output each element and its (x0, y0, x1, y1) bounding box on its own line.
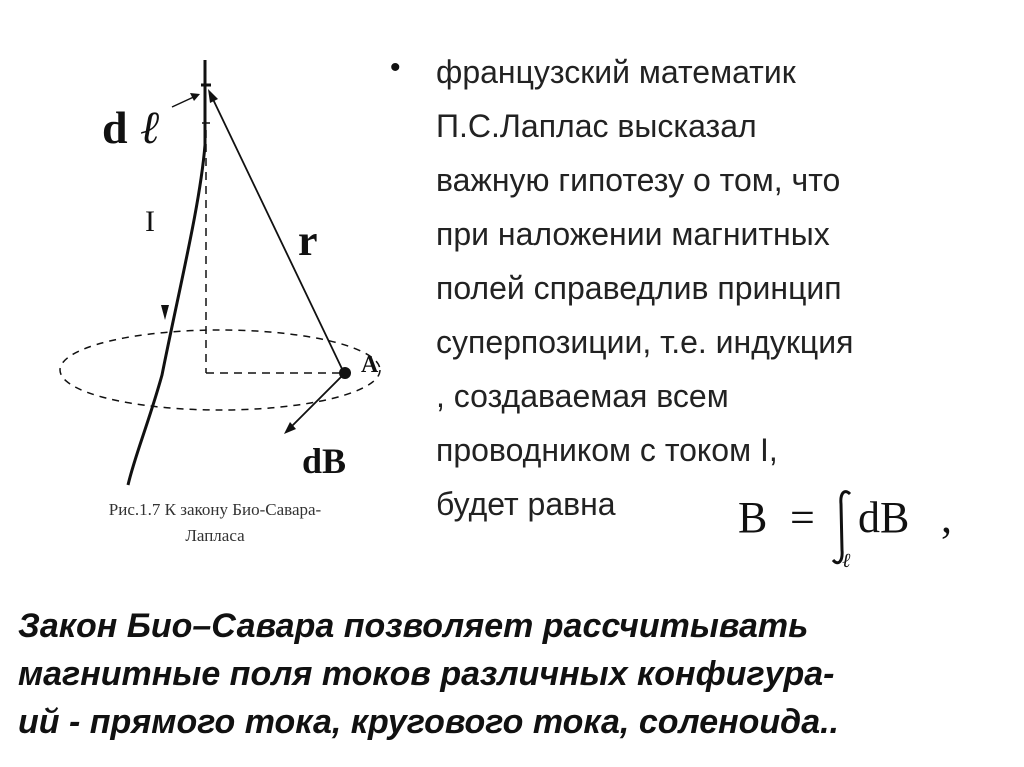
summary-line: магнитные поля токов различных конфигура- (18, 655, 835, 693)
bullet-line: важную гипотезу о том, что (436, 162, 841, 198)
bullet-line: , создаваемая всем (436, 378, 729, 414)
dashed-ellipse (60, 330, 380, 410)
formula-subscript: ℓ (842, 550, 851, 572)
bullet-line: суперпозиции, т.е. индукция (436, 324, 854, 360)
bullet-line: проводником с током I, (436, 432, 778, 468)
biot-savart-figure (30, 45, 390, 570)
formula-comma: , (941, 493, 952, 542)
bullet-line: французский математик (436, 54, 796, 90)
formula-integrand: dB (858, 493, 910, 542)
summary-line: Закон Био–Савара позволяет рассчитывать (18, 607, 809, 645)
summary-text (18, 602, 1008, 746)
summary-line: ий - прямого тока, кругового тока, соленоида.. (18, 703, 839, 741)
label-dl-d: d (102, 102, 128, 153)
label-dl-l: ℓ (140, 102, 160, 153)
bullet-text (436, 45, 1006, 531)
caption-line: Рис.1.7 К закону Био-Савара- (108, 500, 322, 519)
db-vector (288, 375, 343, 430)
formula-equals: = (790, 493, 815, 542)
label-point-a: A (361, 352, 379, 378)
r-vector (210, 93, 344, 373)
current-arrow (161, 305, 169, 320)
label-induction: dB (302, 441, 347, 481)
bullet-line: полей справедлив принцип (436, 270, 842, 306)
bullet-line: П.С.Лаплас высказал (436, 108, 757, 144)
bullet-line: будет равна (436, 486, 616, 522)
figure-caption (50, 497, 380, 549)
bullet-line: при наложении магнитных (436, 216, 830, 252)
formula (738, 488, 968, 580)
label-radius: r (298, 216, 318, 265)
figure-drawing (30, 45, 390, 505)
caption-line: Лапласа (185, 526, 245, 545)
bullet-dot-icon: • (390, 51, 401, 84)
label-current: I (145, 205, 155, 238)
formula-lhs: B (738, 493, 768, 542)
